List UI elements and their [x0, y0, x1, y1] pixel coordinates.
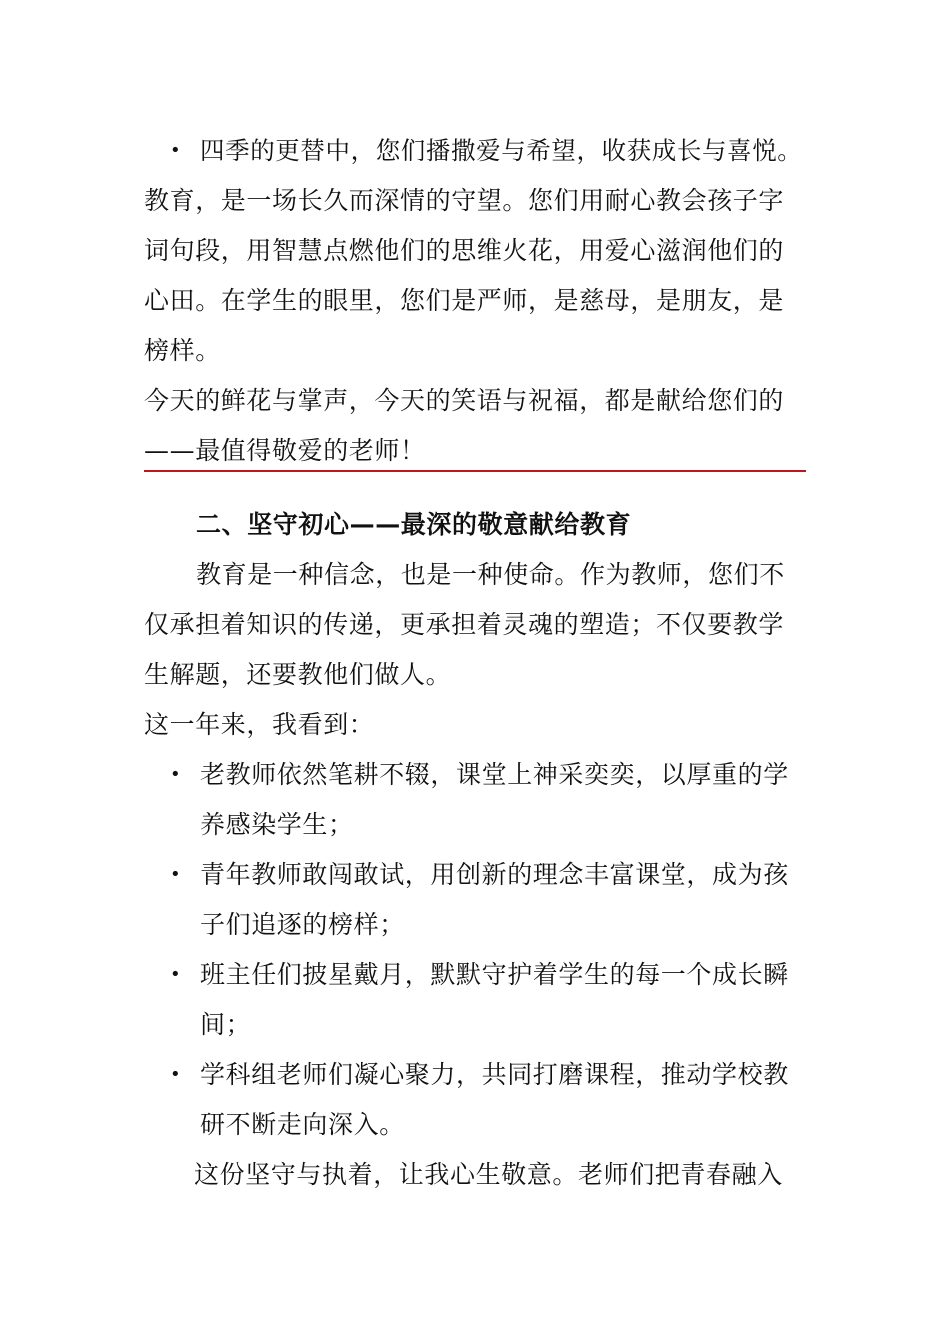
bullet-text: 研不断走向深入。 — [200, 1110, 405, 1139]
bullet-text: 养感染学生； — [200, 810, 354, 839]
bullet-text: 班主任们披星戴月，默默守护着学生的每一个成长瞬 — [200, 960, 789, 989]
bullet-text: 老教师依然笔耕不辍，课堂上神采奕奕，以厚重的学 — [200, 760, 789, 789]
paragraph-line: 心田。在学生的眼里，您们是严师，是慈母，是朋友，是 — [144, 286, 785, 315]
lead-line: 这一年来，我看到： — [144, 710, 375, 739]
intro-line: 教育是一种信念，也是一种使命。作为教师，您们不 — [196, 560, 785, 589]
bullet-text: 学科组老师们凝心聚力，共同打磨课程，推动学校教 — [200, 1060, 789, 1089]
paragraph-line: 词句段，用智慧点燃他们的思维火花，用爱心滋润他们的 — [144, 236, 785, 265]
closing-line: ——最值得敬爱的老师！ — [144, 436, 426, 465]
bullet-text: 间； — [200, 1010, 252, 1039]
section-heading: 二、坚守初心——最深的敬意献给教育 — [196, 510, 632, 539]
bullet-marker: • — [170, 964, 181, 985]
final-line: 这份坚守与执着，让我心生敬意。老师们把青春融入 — [194, 1160, 783, 1189]
bullet-text: 青年教师敢闯敢试，用创新的理念丰富课堂，成为孩 — [200, 860, 789, 889]
bullet-marker: • — [170, 764, 181, 785]
bullet-text: 子们追逐的榜样； — [200, 910, 405, 939]
paragraph-line: 榜样。 — [144, 336, 221, 365]
intro-line: 生解题，还要教他们做人。 — [144, 660, 452, 689]
bullet-marker: • — [170, 1064, 181, 1085]
intro-line: 仅承担着知识的传递，更承担着灵魂的塑造；不仅要教学 — [144, 610, 785, 639]
bullet-marker: • — [170, 864, 181, 885]
bullet-text: 四季的更替中，您们播撒爱与希望，收获成长与喜悦。 — [200, 136, 803, 165]
closing-line: 今天的鲜花与掌声，今天的笑语与祝福，都是献给您们的 — [144, 386, 785, 415]
bullet-marker: • — [170, 140, 181, 161]
paragraph-line: 教育，是一场长久而深情的守望。您们用耐心教会孩子字 — [144, 186, 785, 215]
section-divider — [144, 470, 806, 472]
